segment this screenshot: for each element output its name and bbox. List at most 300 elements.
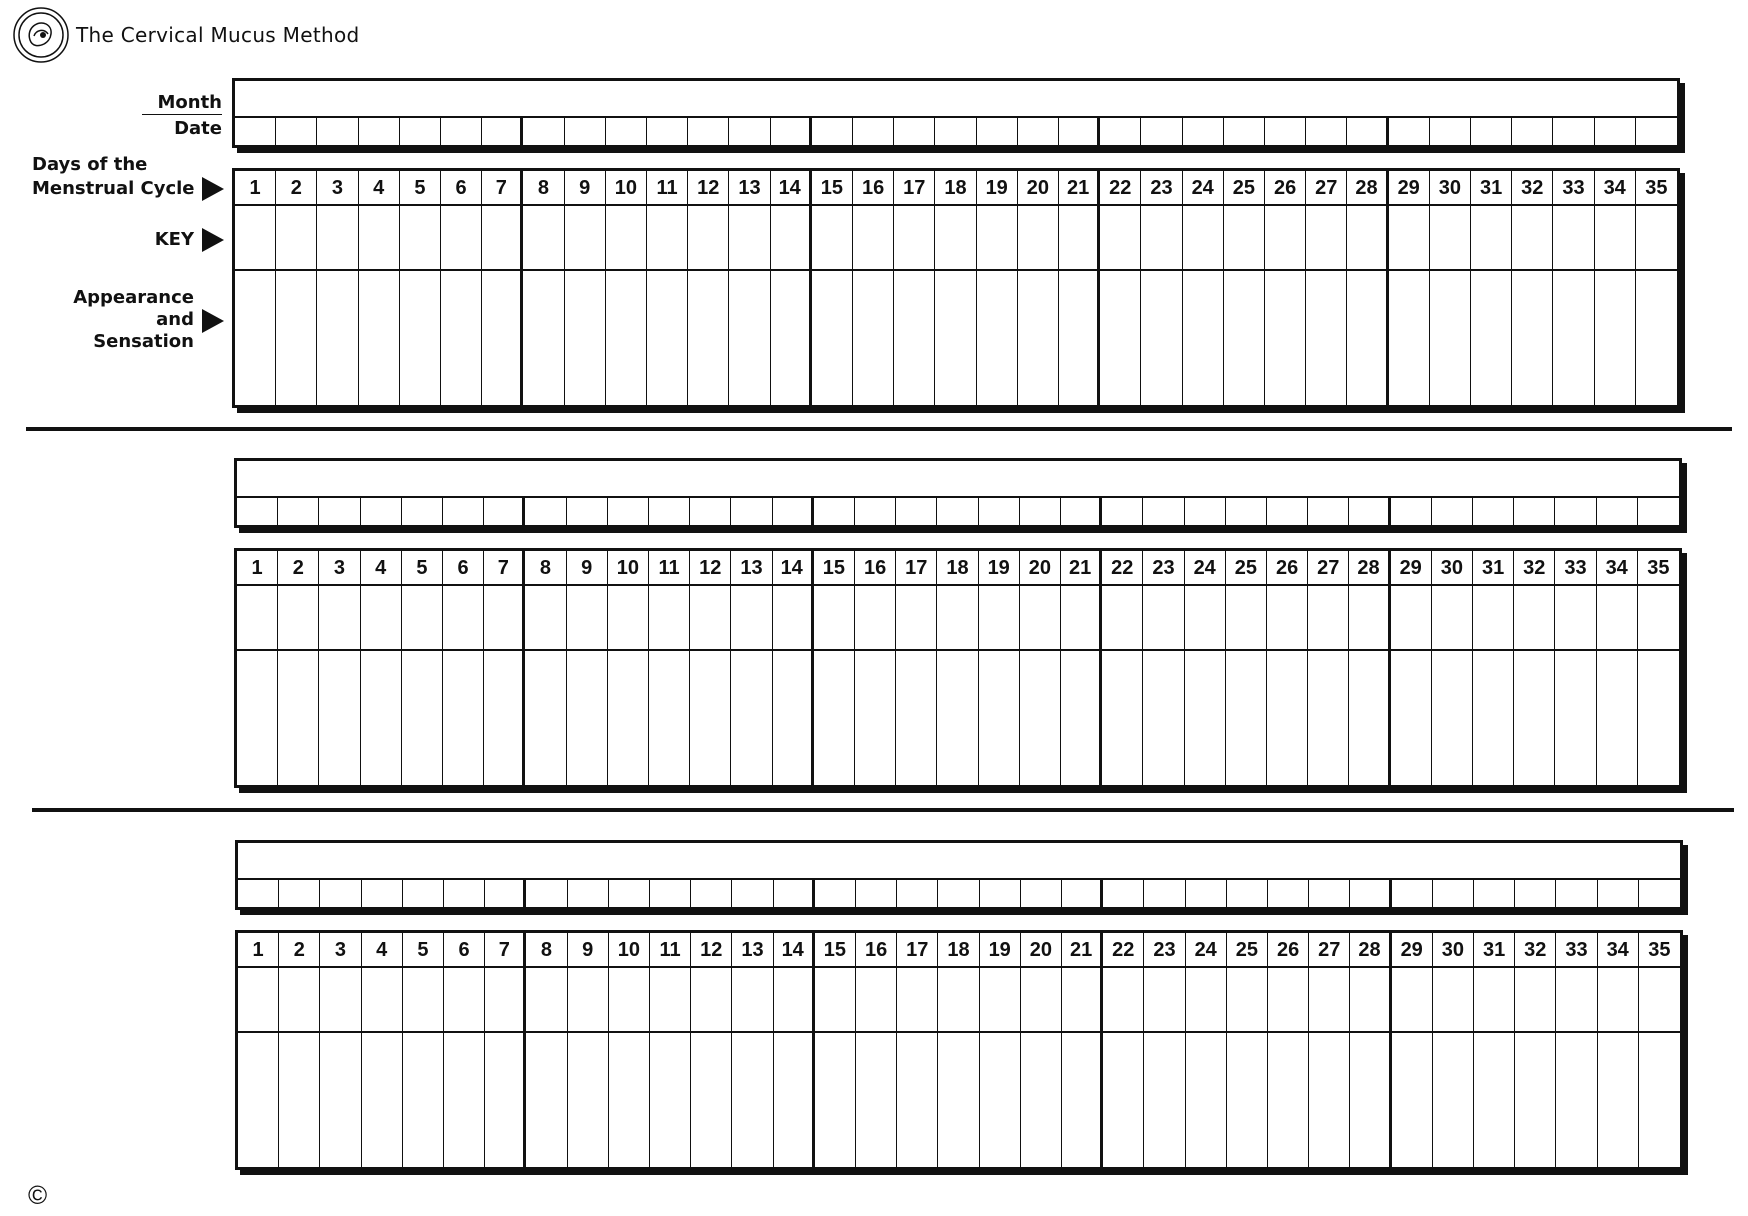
date-cell[interactable] xyxy=(1430,118,1471,145)
key-cell[interactable] xyxy=(1059,206,1100,269)
appearance-cell[interactable] xyxy=(1185,651,1226,785)
date-cell[interactable] xyxy=(896,498,937,525)
key-cell[interactable] xyxy=(1347,206,1388,269)
key-cell[interactable] xyxy=(362,968,403,1031)
date-cell[interactable] xyxy=(1224,118,1265,145)
key-cell[interactable] xyxy=(1100,206,1141,269)
appearance-cell[interactable] xyxy=(732,1033,773,1167)
key-cell[interactable] xyxy=(1392,968,1433,1031)
key-cell[interactable] xyxy=(1265,206,1306,269)
key-cell[interactable] xyxy=(361,586,402,649)
date-cell[interactable] xyxy=(317,118,358,145)
key-cell[interactable] xyxy=(1432,586,1473,649)
appearance-cell[interactable] xyxy=(1308,651,1349,785)
key-cell[interactable] xyxy=(1389,206,1430,269)
appearance-cell[interactable] xyxy=(362,1033,403,1167)
date-cell[interactable] xyxy=(1595,118,1636,145)
appearance-cell[interactable] xyxy=(1598,1033,1639,1167)
appearance-cell[interactable] xyxy=(1268,1033,1309,1167)
appearance-cell[interactable] xyxy=(1392,1033,1433,1167)
appearance-cell[interactable] xyxy=(1309,1033,1350,1167)
date-cell[interactable] xyxy=(485,880,526,907)
key-cell[interactable] xyxy=(235,206,276,269)
key-cell[interactable] xyxy=(1103,968,1144,1031)
date-cell[interactable] xyxy=(812,118,853,145)
appearance-cell[interactable] xyxy=(403,1033,444,1167)
key-cell[interactable] xyxy=(1515,968,1556,1031)
date-cell[interactable] xyxy=(1268,880,1309,907)
key-cell[interactable] xyxy=(1308,586,1349,649)
date-cell[interactable] xyxy=(650,880,691,907)
key-cell[interactable] xyxy=(1018,206,1059,269)
date-cell[interactable] xyxy=(1350,880,1391,907)
appearance-cell[interactable] xyxy=(1186,1033,1227,1167)
key-cell[interactable] xyxy=(400,206,441,269)
date-cell[interactable] xyxy=(732,880,773,907)
appearance-cell[interactable] xyxy=(1555,651,1596,785)
appearance-cell[interactable] xyxy=(1553,271,1594,405)
appearance-cell[interactable] xyxy=(771,271,812,405)
appearance-cell[interactable] xyxy=(1430,271,1471,405)
appearance-cell[interactable] xyxy=(731,651,772,785)
key-cell[interactable] xyxy=(1553,206,1594,269)
date-cell[interactable] xyxy=(526,880,567,907)
key-cell[interactable] xyxy=(567,586,608,649)
date-cell[interactable] xyxy=(897,880,938,907)
appearance-cell[interactable] xyxy=(1433,1033,1474,1167)
date-cell[interactable] xyxy=(1391,498,1432,525)
date-cell[interactable] xyxy=(608,498,649,525)
date-cell[interactable] xyxy=(606,118,647,145)
date-cell[interactable] xyxy=(1347,118,1388,145)
key-cell[interactable] xyxy=(980,968,1021,1031)
date-cell[interactable] xyxy=(688,118,729,145)
key-cell[interactable] xyxy=(1598,968,1639,1031)
key-cell[interactable] xyxy=(1144,968,1185,1031)
key-cell[interactable] xyxy=(894,206,935,269)
appearance-cell[interactable] xyxy=(1020,651,1061,785)
date-cell[interactable] xyxy=(1639,880,1680,907)
appearance-cell[interactable] xyxy=(896,651,937,785)
appearance-cell[interactable] xyxy=(1061,651,1102,785)
date-cell[interactable] xyxy=(1309,880,1350,907)
key-cell[interactable] xyxy=(402,586,443,649)
appearance-cell[interactable] xyxy=(1515,1033,1556,1167)
key-cell[interactable] xyxy=(856,968,897,1031)
date-cell[interactable] xyxy=(237,498,278,525)
key-cell[interactable] xyxy=(1309,968,1350,1031)
date-cell[interactable] xyxy=(609,880,650,907)
appearance-cell[interactable] xyxy=(1062,1033,1103,1167)
appearance-cell[interactable] xyxy=(979,651,1020,785)
key-cell[interactable] xyxy=(238,968,279,1031)
date-cell[interactable] xyxy=(731,498,772,525)
date-cell[interactable] xyxy=(235,118,276,145)
appearance-cell[interactable] xyxy=(361,651,402,785)
date-cell[interactable] xyxy=(647,118,688,145)
key-cell[interactable] xyxy=(1474,968,1515,1031)
date-cell[interactable] xyxy=(1265,118,1306,145)
key-cell[interactable] xyxy=(279,968,320,1031)
appearance-cell[interactable] xyxy=(359,271,400,405)
appearance-cell[interactable] xyxy=(814,651,855,785)
appearance-cell[interactable] xyxy=(1474,1033,1515,1167)
key-cell[interactable] xyxy=(276,206,317,269)
date-cell[interactable] xyxy=(980,880,1021,907)
appearance-cell[interactable] xyxy=(443,651,484,785)
date-cell[interactable] xyxy=(815,880,856,907)
date-cell[interactable] xyxy=(1185,498,1226,525)
appearance-cell[interactable] xyxy=(1597,651,1638,785)
key-cell[interactable] xyxy=(1471,206,1512,269)
appearance-cell[interactable] xyxy=(235,271,276,405)
date-cell[interactable] xyxy=(1227,880,1268,907)
key-cell[interactable] xyxy=(443,586,484,649)
date-cell[interactable] xyxy=(1226,498,1267,525)
date-cell[interactable] xyxy=(977,118,1018,145)
appearance-cell[interactable] xyxy=(1512,271,1553,405)
key-cell[interactable] xyxy=(403,968,444,1031)
appearance-cell[interactable] xyxy=(691,1033,732,1167)
appearance-cell[interactable] xyxy=(690,651,731,785)
date-cell[interactable] xyxy=(1059,118,1100,145)
appearance-cell[interactable] xyxy=(1267,651,1308,785)
date-cell[interactable] xyxy=(1512,118,1553,145)
key-cell[interactable] xyxy=(359,206,400,269)
date-cell[interactable] xyxy=(1392,880,1433,907)
appearance-cell[interactable] xyxy=(278,651,319,785)
key-cell[interactable] xyxy=(896,586,937,649)
appearance-cell[interactable] xyxy=(1473,651,1514,785)
key-cell[interactable] xyxy=(1555,586,1596,649)
key-cell[interactable] xyxy=(525,586,566,649)
key-cell[interactable] xyxy=(1102,586,1143,649)
key-cell[interactable] xyxy=(278,586,319,649)
date-cell[interactable] xyxy=(278,498,319,525)
appearance-cell[interactable] xyxy=(1103,1033,1144,1167)
appearance-cell[interactable] xyxy=(402,651,443,785)
appearance-cell[interactable] xyxy=(815,1033,856,1167)
key-cell[interactable] xyxy=(731,586,772,649)
appearance-cell[interactable] xyxy=(1306,271,1347,405)
date-cell[interactable] xyxy=(565,118,606,145)
date-cell[interactable] xyxy=(443,498,484,525)
appearance-cell[interactable] xyxy=(647,271,688,405)
key-cell[interactable] xyxy=(977,206,1018,269)
date-cell[interactable] xyxy=(853,118,894,145)
key-cell[interactable] xyxy=(482,206,523,269)
appearance-cell[interactable] xyxy=(1227,1033,1268,1167)
appearance-cell[interactable] xyxy=(649,651,690,785)
date-cell[interactable] xyxy=(1102,498,1143,525)
key-cell[interactable] xyxy=(319,586,360,649)
appearance-cell[interactable] xyxy=(276,271,317,405)
key-cell[interactable] xyxy=(565,206,606,269)
key-cell[interactable] xyxy=(1020,586,1061,649)
key-cell[interactable] xyxy=(1141,206,1182,269)
month-field[interactable] xyxy=(237,461,1679,496)
key-cell[interactable] xyxy=(1433,968,1474,1031)
date-cell[interactable] xyxy=(1433,880,1474,907)
key-cell[interactable] xyxy=(1430,206,1471,269)
key-cell[interactable] xyxy=(1636,206,1677,269)
date-cell[interactable] xyxy=(771,118,812,145)
date-cell[interactable] xyxy=(774,880,815,907)
date-cell[interactable] xyxy=(1598,880,1639,907)
date-cell[interactable] xyxy=(279,880,320,907)
date-cell[interactable] xyxy=(362,880,403,907)
date-cell[interactable] xyxy=(1556,880,1597,907)
date-cell[interactable] xyxy=(1636,118,1677,145)
date-cell[interactable] xyxy=(1555,498,1596,525)
appearance-cell[interactable] xyxy=(1059,271,1100,405)
appearance-cell[interactable] xyxy=(317,271,358,405)
key-cell[interactable] xyxy=(1226,586,1267,649)
key-cell[interactable] xyxy=(1267,586,1308,649)
date-cell[interactable] xyxy=(1018,118,1059,145)
date-cell[interactable] xyxy=(1186,880,1227,907)
date-cell[interactable] xyxy=(1021,880,1062,907)
date-cell[interactable] xyxy=(1020,498,1061,525)
key-cell[interactable] xyxy=(1021,968,1062,1031)
key-cell[interactable] xyxy=(814,586,855,649)
date-cell[interactable] xyxy=(729,118,770,145)
appearance-cell[interactable] xyxy=(1595,271,1636,405)
key-cell[interactable] xyxy=(1227,968,1268,1031)
key-cell[interactable] xyxy=(606,206,647,269)
key-cell[interactable] xyxy=(441,206,482,269)
date-cell[interactable] xyxy=(361,498,402,525)
date-cell[interactable] xyxy=(1473,498,1514,525)
appearance-cell[interactable] xyxy=(526,1033,567,1167)
appearance-cell[interactable] xyxy=(238,1033,279,1167)
date-cell[interactable] xyxy=(894,118,935,145)
key-cell[interactable] xyxy=(688,206,729,269)
month-field[interactable] xyxy=(238,843,1680,878)
appearance-cell[interactable] xyxy=(855,651,896,785)
key-cell[interactable] xyxy=(853,206,894,269)
key-cell[interactable] xyxy=(526,968,567,1031)
appearance-cell[interactable] xyxy=(1636,271,1677,405)
appearance-cell[interactable] xyxy=(400,271,441,405)
appearance-cell[interactable] xyxy=(1350,1033,1391,1167)
key-cell[interactable] xyxy=(1473,586,1514,649)
date-cell[interactable] xyxy=(1597,498,1638,525)
key-cell[interactable] xyxy=(1639,968,1680,1031)
date-cell[interactable] xyxy=(691,880,732,907)
key-cell[interactable] xyxy=(937,586,978,649)
appearance-cell[interactable] xyxy=(567,651,608,785)
appearance-cell[interactable] xyxy=(525,651,566,785)
date-cell[interactable] xyxy=(1183,118,1224,145)
key-cell[interactable] xyxy=(935,206,976,269)
appearance-cell[interactable] xyxy=(937,651,978,785)
appearance-cell[interactable] xyxy=(1432,651,1473,785)
appearance-cell[interactable] xyxy=(897,1033,938,1167)
key-cell[interactable] xyxy=(815,968,856,1031)
date-cell[interactable] xyxy=(814,498,855,525)
key-cell[interactable] xyxy=(691,968,732,1031)
date-cell[interactable] xyxy=(444,880,485,907)
date-cell[interactable] xyxy=(1471,118,1512,145)
key-cell[interactable] xyxy=(855,586,896,649)
date-cell[interactable] xyxy=(400,118,441,145)
appearance-cell[interactable] xyxy=(237,651,278,785)
key-cell[interactable] xyxy=(1512,206,1553,269)
key-cell[interactable] xyxy=(690,586,731,649)
appearance-cell[interactable] xyxy=(938,1033,979,1167)
key-cell[interactable] xyxy=(1556,968,1597,1031)
key-cell[interactable] xyxy=(979,586,1020,649)
appearance-cell[interactable] xyxy=(1144,1033,1185,1167)
appearance-cell[interactable] xyxy=(774,1033,815,1167)
appearance-cell[interactable] xyxy=(1102,651,1143,785)
key-cell[interactable] xyxy=(649,586,690,649)
date-cell[interactable] xyxy=(1349,498,1390,525)
appearance-cell[interactable] xyxy=(650,1033,691,1167)
appearance-cell[interactable] xyxy=(1143,651,1184,785)
appearance-cell[interactable] xyxy=(1556,1033,1597,1167)
appearance-cell[interactable] xyxy=(1265,271,1306,405)
date-cell[interactable] xyxy=(1514,498,1555,525)
date-cell[interactable] xyxy=(525,498,566,525)
date-cell[interactable] xyxy=(441,118,482,145)
date-cell[interactable] xyxy=(319,498,360,525)
appearance-cell[interactable] xyxy=(568,1033,609,1167)
appearance-cell[interactable] xyxy=(279,1033,320,1167)
date-cell[interactable] xyxy=(1515,880,1556,907)
appearance-cell[interactable] xyxy=(565,271,606,405)
date-cell[interactable] xyxy=(937,498,978,525)
key-cell[interactable] xyxy=(1185,586,1226,649)
date-cell[interactable] xyxy=(855,498,896,525)
key-cell[interactable] xyxy=(938,968,979,1031)
date-cell[interactable] xyxy=(1553,118,1594,145)
date-cell[interactable] xyxy=(523,118,564,145)
appearance-cell[interactable] xyxy=(608,651,649,785)
appearance-cell[interactable] xyxy=(484,651,525,785)
appearance-cell[interactable] xyxy=(1018,271,1059,405)
date-cell[interactable] xyxy=(567,498,608,525)
appearance-cell[interactable] xyxy=(1226,651,1267,785)
appearance-cell[interactable] xyxy=(1224,271,1265,405)
appearance-cell[interactable] xyxy=(1141,271,1182,405)
appearance-cell[interactable] xyxy=(1391,651,1432,785)
key-cell[interactable] xyxy=(1143,586,1184,649)
appearance-cell[interactable] xyxy=(894,271,935,405)
appearance-cell[interactable] xyxy=(1347,271,1388,405)
date-cell[interactable] xyxy=(276,118,317,145)
appearance-cell[interactable] xyxy=(485,1033,526,1167)
key-cell[interactable] xyxy=(484,586,525,649)
appearance-cell[interactable] xyxy=(320,1033,361,1167)
appearance-cell[interactable] xyxy=(1639,1033,1680,1167)
appearance-cell[interactable] xyxy=(319,651,360,785)
appearance-cell[interactable] xyxy=(1100,271,1141,405)
month-field[interactable] xyxy=(235,81,1677,116)
key-cell[interactable] xyxy=(1061,586,1102,649)
appearance-cell[interactable] xyxy=(606,271,647,405)
appearance-cell[interactable] xyxy=(977,271,1018,405)
key-cell[interactable] xyxy=(608,586,649,649)
key-cell[interactable] xyxy=(732,968,773,1031)
appearance-cell[interactable] xyxy=(1349,651,1390,785)
appearance-cell[interactable] xyxy=(729,271,770,405)
key-cell[interactable] xyxy=(317,206,358,269)
date-cell[interactable] xyxy=(935,118,976,145)
key-cell[interactable] xyxy=(1224,206,1265,269)
appearance-cell[interactable] xyxy=(1021,1033,1062,1167)
date-cell[interactable] xyxy=(1103,880,1144,907)
key-cell[interactable] xyxy=(320,968,361,1031)
appearance-cell[interactable] xyxy=(609,1033,650,1167)
date-cell[interactable] xyxy=(1061,498,1102,525)
date-cell[interactable] xyxy=(649,498,690,525)
key-cell[interactable] xyxy=(444,968,485,1031)
date-cell[interactable] xyxy=(1308,498,1349,525)
appearance-cell[interactable] xyxy=(1471,271,1512,405)
appearance-cell[interactable] xyxy=(1389,271,1430,405)
key-cell[interactable] xyxy=(773,586,814,649)
appearance-cell[interactable] xyxy=(1183,271,1224,405)
appearance-cell[interactable] xyxy=(688,271,729,405)
key-cell[interactable] xyxy=(1186,968,1227,1031)
date-cell[interactable] xyxy=(1144,880,1185,907)
appearance-cell[interactable] xyxy=(853,271,894,405)
appearance-cell[interactable] xyxy=(523,271,564,405)
key-cell[interactable] xyxy=(237,586,278,649)
appearance-cell[interactable] xyxy=(935,271,976,405)
date-cell[interactable] xyxy=(690,498,731,525)
date-cell[interactable] xyxy=(856,880,897,907)
key-cell[interactable] xyxy=(1268,968,1309,1031)
key-cell[interactable] xyxy=(812,206,853,269)
date-cell[interactable] xyxy=(1389,118,1430,145)
key-cell[interactable] xyxy=(1638,586,1679,649)
date-cell[interactable] xyxy=(1306,118,1347,145)
appearance-cell[interactable] xyxy=(1638,651,1679,785)
appearance-cell[interactable] xyxy=(482,271,523,405)
key-cell[interactable] xyxy=(1350,968,1391,1031)
appearance-cell[interactable] xyxy=(856,1033,897,1167)
date-cell[interactable] xyxy=(484,498,525,525)
date-cell[interactable] xyxy=(1474,880,1515,907)
appearance-cell[interactable] xyxy=(444,1033,485,1167)
key-cell[interactable] xyxy=(1391,586,1432,649)
key-cell[interactable] xyxy=(897,968,938,1031)
appearance-cell[interactable] xyxy=(773,651,814,785)
key-cell[interactable] xyxy=(485,968,526,1031)
key-cell[interactable] xyxy=(1595,206,1636,269)
key-cell[interactable] xyxy=(774,968,815,1031)
date-cell[interactable] xyxy=(482,118,523,145)
date-cell[interactable] xyxy=(1141,118,1182,145)
date-cell[interactable] xyxy=(1143,498,1184,525)
date-cell[interactable] xyxy=(1638,498,1679,525)
date-cell[interactable] xyxy=(403,880,444,907)
appearance-cell[interactable] xyxy=(980,1033,1021,1167)
date-cell[interactable] xyxy=(773,498,814,525)
key-cell[interactable] xyxy=(1062,968,1103,1031)
date-cell[interactable] xyxy=(402,498,443,525)
key-cell[interactable] xyxy=(1597,586,1638,649)
date-cell[interactable] xyxy=(359,118,400,145)
key-cell[interactable] xyxy=(523,206,564,269)
key-cell[interactable] xyxy=(647,206,688,269)
appearance-cell[interactable] xyxy=(812,271,853,405)
key-cell[interactable] xyxy=(729,206,770,269)
date-cell[interactable] xyxy=(1267,498,1308,525)
